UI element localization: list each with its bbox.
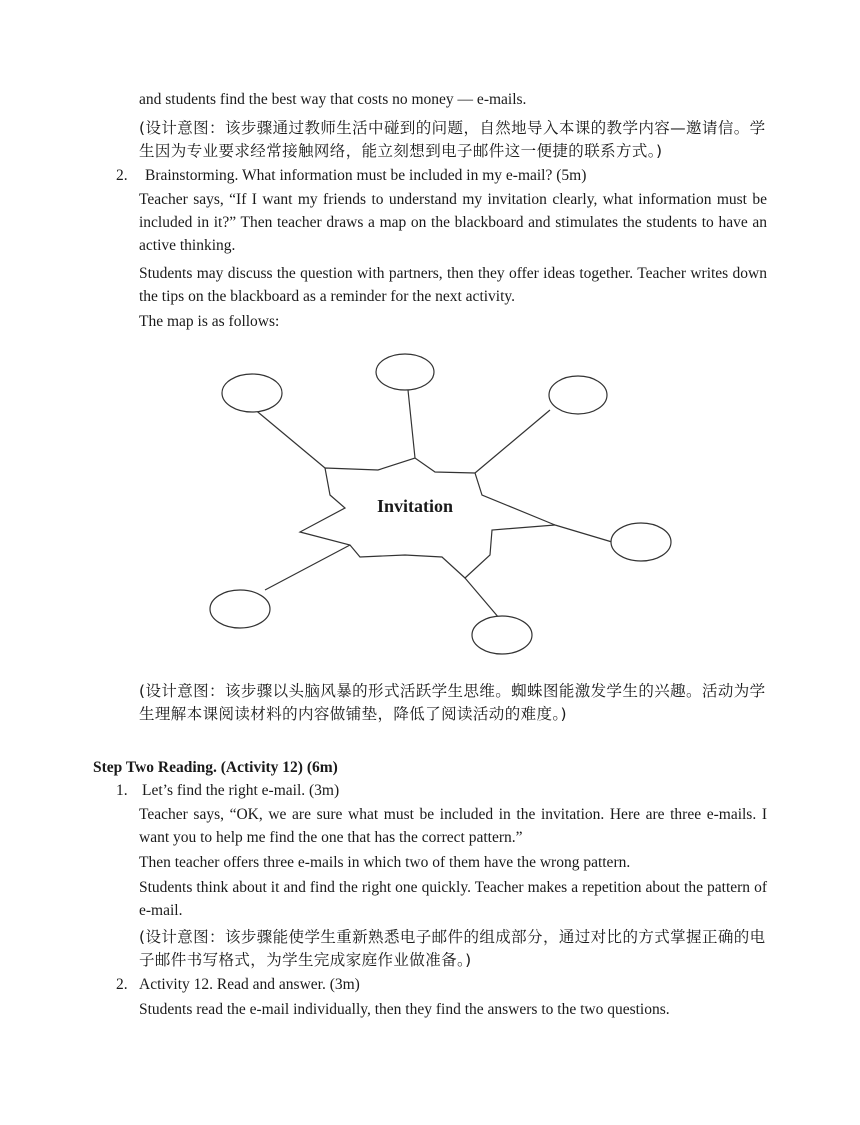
map-center-label: Invitation	[376, 496, 454, 516]
intro-line: and students find the best way that costs no money — e-mails.	[139, 91, 527, 108]
step-two-item1-para-1: Teacher says, “OK, we are sure what must be included in the invitation. Here are three e-mails. I want you to help me find the one that has the correct pattern.”	[139, 806, 767, 846]
brainstorm-para-2: Students may discuss the question with partners, then they offer ideas together. Teacher writes down the tips on the blackboard as a reminder for the next activity.	[139, 265, 767, 305]
map-bubble	[611, 523, 671, 561]
map-bubble	[222, 374, 282, 412]
item-number-2b: 2.	[116, 976, 128, 993]
brainstorm-para-1: Teacher says, “If I want my friends to understand my invitation clearly, what information must be included in it?” Then teacher draws a map on the blackboard and stimulates the students to have an active thinking.	[139, 191, 767, 254]
map-link	[265, 545, 350, 590]
step-two-item1-para-2: Then teacher offers three e-mails in which two of them have the wrong pattern.	[139, 854, 631, 871]
map-bubble	[472, 616, 532, 654]
step-two-heading: Step Two Reading. (Activity 12) (6m)	[93, 759, 338, 776]
map-bubble	[549, 376, 607, 414]
design-note-3: (设计意图：该步骤能使学生重新熟悉电子邮件的组成部分，通过对比的方式掌握正确的电子邮件书写格式，为学生完成家庭作业做准备。)	[139, 928, 766, 969]
brainstorm-title: Brainstorming. What information must be included in my e-mail? (5m)	[145, 167, 587, 184]
step-two-item1-para-3: Students think about it and find the right one quickly. Teacher makes a repetition about the pattern of e-mail.	[139, 879, 767, 919]
step-two-item2-para-1: Students read the e-mail individually, then they find the answers to the two questions.	[139, 1001, 670, 1018]
step-two-item1-title: Let’s find the right e-mail. (3m)	[142, 782, 340, 799]
map-bubble	[376, 354, 434, 390]
design-note-1: (设计意图：该步骤通过教师生活中碰到的问题，自然地导入本课的教学内容—邀请信。学生因为专业要求经常接触网络，能立刻想到电子邮件这一便捷的联系方式。)	[139, 119, 766, 160]
design-note-2: (设计意图：该步骤以头脑风暴的形式活跃学生思维。蜘蛛图能激发学生的兴趣。活动为学生理解本课阅读材料的内容做铺垫，降低了阅读活动的难度。)	[139, 682, 766, 723]
map-bubble	[210, 590, 270, 628]
step-two-item2-title: Activity 12. Read and answer. (3m)	[139, 976, 360, 993]
brainstorm-para-3: The map is as follows:	[139, 313, 280, 330]
item-number-2: 2.	[116, 167, 128, 184]
map-link	[408, 390, 415, 458]
item-number-1: 1.	[116, 782, 128, 799]
invitation-star	[300, 458, 555, 578]
map-link	[555, 525, 612, 542]
map-link	[475, 410, 550, 473]
map-link	[253, 408, 325, 468]
spider-map	[200, 345, 680, 665]
